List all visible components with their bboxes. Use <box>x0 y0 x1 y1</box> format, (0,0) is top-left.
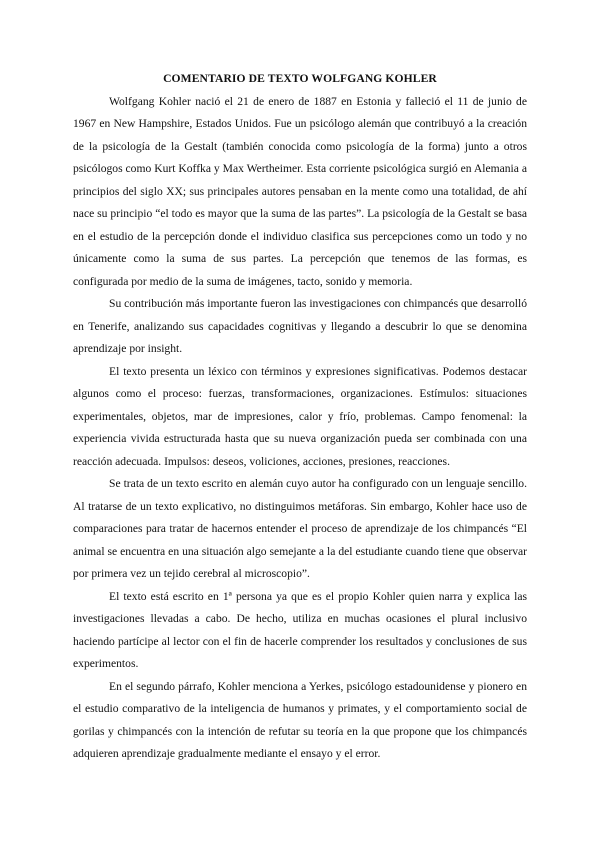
paragraph-narration: El texto está escrito en 1ª persona ya que es el propio Kohler quien narra y explica las investigaciones llevadas a cabo. De hecho, utiliza en muchas ocasiones el plural inclusivo haciendo partícipe al lector con el fin de hacerle comprender los resultados y conclusiones de sus experimentos. <box>73 589 527 670</box>
paragraph-lexicon: El texto presenta un léxico con términos y expresiones significativas. Podemos destacar algunos como el proceso: fuerzas, transformaciones, organizaciones. Estímulos: situaciones experimentales, objetos, mar de impresiones, calor y frío, problemas. Campo fenomenal: la experiencia vivida estructurada hasta que su nueva organización pueda ser combinada con una reacción adecuada. Impulsos: deseos, voliciones, acciones, presiones, reacciones. <box>73 364 527 468</box>
paragraph-language: Se trata de un texto escrito en alemán cuyo autor ha configurado con un lenguaje sencillo. Al tratarse de un texto explicativo, no distinguimos metáforas. Sin embargo, Kohler hace uso de comparaciones para tratar de hacernos entender el proceso de aprendizaje de los chimpancés “El animal se encuentra en una situación algo semejante a la del estudiante cuando tiene que observar por primera vez un tejido cerebral al microscopio”. <box>73 477 527 580</box>
paragraph-biography: Wolfgang Kohler nació el 21 de enero de 1887 en Estonia y falleció el 11 de junio de 1967 en New Hampshire, Estados Unidos. Fue un psicólogo alemán que contribuyó a la creación de la psicología de la Gestalt (también conocida como psicología de la forma) junto a otros psicólogos como Kurt Koffka y Max Wertheimer. Esta corriente psicológica surgió en Alemania a principios del siglo XX; sus principales autores pensaban en la mente como una totalidad, de ahí nace su principio “el todo es mayor que la suma de las partes”. La psicología de la Gestalt se basa en el estudio de la percepción donde el individuo clasifica sus percepciones como un todo y no únicamente como la suma de sus partes. La percepción que tenemos de las formas, es configurada por medio de la suma de imágenes, tacto, sonido y memoria. <box>73 94 527 288</box>
paragraph-yerkes: En el segundo párrafo, Kohler menciona a Yerkes, psicólogo estadounidense y pionero en el estudio comparativo de la inteligencia de humanos y primates, y el comportamiento social de gorilas y chimpancés con la intención de refutar su teoría en la que propone que los chimpancés adquieren aprendizaje gradualmente mediante el ensayo y el error. <box>73 679 527 760</box>
document-title: COMENTARIO DE TEXTO WOLFGANG KOHLER <box>163 72 437 85</box>
paragraph-contribution: Su contribución más importante fueron las investigaciones con chimpancés que desarrolló en Tenerife, analizando sus capacidades cognitivas y llegando a descubrir lo que se denomina aprendizaje por insight. <box>73 297 527 355</box>
